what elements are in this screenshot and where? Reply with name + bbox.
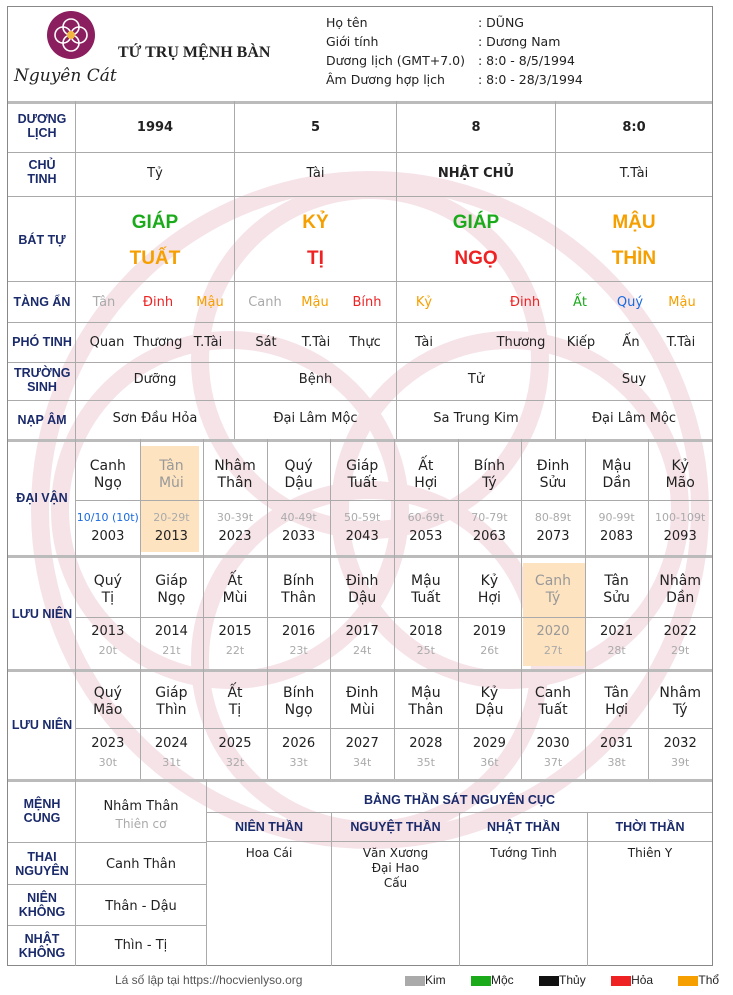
luu-nien-year: 2016 xyxy=(282,624,316,639)
luu-nien-can: Đinh xyxy=(345,573,379,589)
legend-swatch-tho xyxy=(678,976,698,986)
dai-van-chi: Sửu xyxy=(539,475,567,491)
truong-sinh-month: Bệnh xyxy=(298,372,333,387)
header-info xyxy=(326,14,706,90)
tang-an-hour-1: Ất xyxy=(573,295,587,310)
dai-van-year: 2033 xyxy=(282,529,316,544)
dai-van-can: Nhâm xyxy=(214,458,256,474)
luu-nien-year: 2030 xyxy=(536,736,570,751)
label-menh-cung: MỆNH CUNG xyxy=(23,797,61,825)
truong-sinh-hour: Suy xyxy=(621,372,647,387)
pho-tinh-hour-2: Ấn xyxy=(622,335,640,350)
dai-van-year: 2053 xyxy=(409,529,443,544)
nhat-khong-value: Thìn - Tị xyxy=(114,938,168,953)
info-value-gender: : Dương Nam xyxy=(478,34,561,49)
luu-nien-year: 2020 xyxy=(536,624,570,639)
dai-van-age: 30-39t xyxy=(216,511,254,524)
dai-van-year: 2023 xyxy=(218,529,252,544)
bat-tu-hour-can: MẬU xyxy=(612,212,656,233)
luu-nien-age: 38t xyxy=(607,756,626,769)
pho-tinh-year-3: T.Tài xyxy=(193,335,223,350)
label-nhat-khong: NHẬT KHÔNG xyxy=(18,932,66,960)
month-pillar-month: 5 xyxy=(310,120,321,135)
info-value-solar: : 8:0 - 8/5/1994 xyxy=(478,53,575,68)
than-sat-header-nguyet: NGUYỆT THẦN xyxy=(350,820,441,834)
luu-nien-chi: Tuất xyxy=(411,590,441,606)
legend-tho: Thổ xyxy=(698,973,720,987)
than-sat-header-thoi: THỜI THẦN xyxy=(615,820,685,834)
bat-tu-month-chi: TỊ xyxy=(307,248,324,269)
dai-van-year: 2043 xyxy=(345,529,379,544)
luu-nien-chi: Ngọ xyxy=(157,590,186,606)
luu-nien-age: 37t xyxy=(543,756,563,769)
label-luu-nien-1: LƯU NIÊN xyxy=(11,607,73,621)
luu-nien-chi: Tý xyxy=(545,590,561,606)
pho-tinh-year-2: Thương xyxy=(133,335,183,350)
than-sat-nguyet-value-2: Đại Hao xyxy=(371,861,420,875)
luu-nien-year: 2015 xyxy=(218,624,252,639)
info-value-lunar: : 8:0 - 28/3/1994 xyxy=(478,72,583,87)
luu-nien-can: Bính xyxy=(282,573,315,589)
dai-van-age: 50-59t xyxy=(344,511,381,524)
chu-tinh-day: NHẬT CHỦ xyxy=(437,166,515,181)
luu-nien-chi: Dậu xyxy=(475,702,504,718)
luu-nien-year: 2025 xyxy=(218,736,252,751)
nap-am-month: Đại Lâm Mộc xyxy=(273,411,358,426)
luu-nien-chi: Mùi xyxy=(222,590,248,606)
luu-nien-can: Ất xyxy=(227,573,243,589)
dai-van-year: 2013 xyxy=(154,529,188,544)
luu-nien-chi: Thân xyxy=(408,702,444,718)
dai-van-year: 2063 xyxy=(472,529,506,544)
luu-nien-year: 2021 xyxy=(600,624,634,639)
luu-nien-year: 2014 xyxy=(154,624,188,639)
dai-van-can: Kỷ xyxy=(671,458,689,474)
luu-nien-age: 27t xyxy=(543,644,563,657)
label-thai-nguyen: THAI NGUYÊN xyxy=(15,850,69,878)
label-dai-van: ĐẠI VẬN xyxy=(16,491,68,505)
legend-moc: Mộc xyxy=(491,973,514,987)
luu-nien-can: Kỷ xyxy=(480,685,499,701)
luu-nien-chi: Tuất xyxy=(538,702,568,718)
dai-van-chi: Dần xyxy=(602,475,631,491)
luu-nien-can: Canh xyxy=(534,573,572,589)
nap-am-day: Sa Trung Kim xyxy=(433,411,519,426)
luu-nien-age: 21t xyxy=(162,644,181,657)
legend-swatch-hoa xyxy=(611,976,631,986)
legend-swatch-thuy xyxy=(539,976,559,986)
dai-van-year: 2083 xyxy=(600,529,634,544)
hour-pillar-hour: 8:0 xyxy=(622,120,646,135)
dai-van-chi: Ngọ xyxy=(93,475,122,491)
luu-nien-age: 24t xyxy=(353,644,372,657)
menh-cung-value: Nhâm Thân xyxy=(103,799,179,814)
tang-an-day-2: Đinh xyxy=(509,295,541,310)
luu-nien-year: 2026 xyxy=(282,736,316,751)
logo xyxy=(12,10,122,90)
luu-nien-age: 25t xyxy=(416,644,435,657)
year-pillar-year: 1994 xyxy=(136,120,174,135)
nap-am-year: Sơn Đầu Hỏa xyxy=(112,411,198,426)
dai-van-age: 60-69t xyxy=(407,511,444,524)
dai-van-can: Ất xyxy=(418,458,434,474)
info-label-lunar: Âm Dương hợp lịch xyxy=(326,72,445,87)
dai-van-age: 40-49t xyxy=(280,511,317,524)
luu-nien-chi: Ngọ xyxy=(284,702,313,718)
label-pho-tinh: PHÓ TINH xyxy=(12,335,72,349)
truong-sinh-day: Tử xyxy=(467,372,485,387)
luu-nien-chi: Mão xyxy=(93,702,123,718)
legend-kim: Kim xyxy=(425,973,446,987)
than-sat-nhat-value: Tướng Tinh xyxy=(490,846,557,860)
pho-tinh-month-3: Thực xyxy=(349,335,381,350)
dai-van-age: 90-99t xyxy=(598,511,635,524)
pho-tinh-day-2: Thương xyxy=(496,335,546,350)
luu-nien-year: 2019 xyxy=(472,624,506,639)
luu-nien-age: 36t xyxy=(480,756,499,769)
than-sat-title: BẢNG THẦN SÁT NGUYÊN CỤC xyxy=(364,793,555,807)
tang-an-hour-2: Quý xyxy=(616,295,644,310)
luu-nien-chi: Tý xyxy=(672,702,688,718)
legend-swatch-moc xyxy=(471,976,491,986)
menh-cung-sub: Thiên cơ xyxy=(115,817,167,831)
dai-van-year: 2093 xyxy=(663,529,697,544)
luu-nien-can: Quý xyxy=(93,573,122,589)
luu-nien-year: 2022 xyxy=(663,624,697,639)
tang-an-month-1: Canh xyxy=(248,295,282,310)
luu-nien-year: 2028 xyxy=(409,736,443,751)
dai-van-chi: Tuất xyxy=(347,475,377,491)
dai-van-chi: Tý xyxy=(482,475,497,491)
luu-nien-age: 32t xyxy=(225,756,245,769)
dai-van-can: Canh xyxy=(89,458,126,474)
bat-tu-year-chi: TUẤT xyxy=(129,248,181,269)
tang-an-month-3: Bính xyxy=(352,295,382,310)
dai-van-can: Đinh xyxy=(536,458,570,474)
luu-nien-age: 28t xyxy=(607,644,626,657)
luu-nien-year: 2029 xyxy=(472,736,506,751)
dai-van-can: Quý xyxy=(284,458,313,474)
luu-nien-year: 2032 xyxy=(663,736,697,751)
dai-van-age: 70-79t xyxy=(471,511,508,524)
luu-nien-year: 2017 xyxy=(345,624,379,639)
nap-am-hour: Đại Lâm Mộc xyxy=(591,411,677,426)
luu-nien-can: Giáp xyxy=(155,573,188,589)
luu-nien-year: 2031 xyxy=(600,736,634,751)
day-pillar-day: 8 xyxy=(471,120,481,135)
luu-nien-chi: Hợi xyxy=(605,702,629,718)
element-legend xyxy=(405,973,719,987)
luu-nien-age: 30t xyxy=(98,756,117,769)
info-value-name: : DŨNG xyxy=(478,15,524,30)
dai-van-age: 10/10 (10t) xyxy=(76,511,139,524)
tang-an-year-1: Tân xyxy=(92,295,116,310)
dai-van-chi: Hợi xyxy=(414,475,438,491)
luu-nien-year: 2013 xyxy=(91,624,125,639)
dai-van-year: 2003 xyxy=(91,529,125,544)
luu-nien-can: Ất xyxy=(227,685,243,701)
luu-nien-age: 26t xyxy=(480,644,499,657)
label-duong-lich: DƯƠNG LỊCH xyxy=(17,112,67,140)
than-sat-nguyet-value-3: Cấu xyxy=(383,876,408,890)
luu-nien-chi: Mùi xyxy=(349,702,375,718)
label-nap-am: NẠP ÂM xyxy=(17,413,67,427)
luu-nien-age: 39t xyxy=(671,756,690,769)
luu-nien-age: 29t xyxy=(671,644,690,657)
luu-nien-chi: Thân xyxy=(281,590,317,606)
pho-tinh-hour-1: Kiếp xyxy=(566,335,596,350)
page-title: TỨ TRỤ MỆNH BÀN xyxy=(118,44,271,61)
dai-van-chi: Dậu xyxy=(284,475,313,491)
pho-tinh-month-2: T.Tài xyxy=(301,335,331,350)
pho-tinh-month-1: Sát xyxy=(255,335,277,350)
luu-nien-can: Đinh xyxy=(345,685,379,701)
luu-nien-year: 2023 xyxy=(91,736,125,751)
dai-van-can: Mậu xyxy=(601,458,632,474)
bat-tu-day-can: GIÁP xyxy=(452,212,500,233)
luu-nien-can: Kỷ xyxy=(480,573,499,589)
legend-swatch-kim xyxy=(405,976,425,986)
legend-hoa: Hỏa xyxy=(631,973,654,987)
than-sat-thoi-value: Thiên Y xyxy=(627,846,673,860)
luu-nien-chi: Tị xyxy=(228,702,242,718)
luu-nien-age: 22t xyxy=(225,644,245,657)
luu-nien-can: Nhâm xyxy=(659,573,701,589)
than-sat-header-nien: NIÊN THẦN xyxy=(234,820,304,834)
thai-nguyen-value: Canh Thân xyxy=(105,857,177,872)
logo-text: Nguyên Cát xyxy=(14,66,117,86)
bat-tu-hour-chi: THÌN xyxy=(611,248,657,269)
info-label-name: Họ tên xyxy=(326,15,368,30)
luu-nien-chi: Dậu xyxy=(348,590,377,606)
luu-nien-can: Mậu xyxy=(411,573,441,589)
bat-tu-month-can: KỶ xyxy=(302,212,329,233)
luu-nien-can: Bính xyxy=(282,685,315,701)
tang-an-month-2: Mậu xyxy=(301,295,329,310)
luu-nien-can: Nhâm xyxy=(659,685,701,701)
than-sat-header-nhat: NHẬT THẦN xyxy=(487,820,560,834)
pho-tinh-year-1: Quan xyxy=(89,335,125,350)
dai-van-age: 100-109t xyxy=(655,511,706,524)
luu-nien-age: 35t xyxy=(416,756,435,769)
dai-van-age: 80-89t xyxy=(534,511,572,524)
label-nien-khong: NIÊN KHÔNG xyxy=(18,891,66,919)
pho-tinh-hour-3: T.Tài xyxy=(666,335,696,350)
luu-nien-age: 31t xyxy=(162,756,181,769)
dai-van-can: Giáp xyxy=(346,458,379,474)
than-sat-nguyet-value-1: Văn Xương xyxy=(362,846,429,860)
dai-van-can: Bính xyxy=(473,458,506,474)
dai-van-chi: Mão xyxy=(665,475,695,491)
tang-an-day-1: Kỷ xyxy=(415,295,433,310)
luu-nien-year: 2024 xyxy=(154,736,188,751)
bat-tu-year-can: GIÁP xyxy=(131,212,179,233)
info-label-solar: Dương lịch (GMT+7.0) xyxy=(326,53,465,68)
label-tang-an: TÀNG ẨN xyxy=(13,295,71,309)
chu-tinh-hour: T.Tài xyxy=(619,166,649,181)
dai-van-can: Tân xyxy=(159,458,184,474)
luu-nien-can: Quý xyxy=(93,685,122,701)
dai-van-year: 2073 xyxy=(536,529,570,544)
luu-nien-chi: Thìn xyxy=(156,702,187,718)
footer-source: Lá số lập tại https://hocvienlyso.org xyxy=(115,973,303,987)
pho-tinh-day-1: Tài xyxy=(414,335,433,350)
info-label-gender: Giới tính xyxy=(326,34,379,49)
chu-tinh-month: Tài xyxy=(306,166,325,181)
luu-nien-age: 33t xyxy=(289,756,308,769)
dai-van-chi: Mùi xyxy=(158,475,184,491)
than-sat-nien-value: Hoa Cái xyxy=(245,846,293,860)
luu-nien-can: Canh xyxy=(534,685,572,701)
luu-nien-can: Mậu xyxy=(411,685,441,701)
logo-flower-icon xyxy=(46,10,96,60)
luu-nien-age: 34t xyxy=(353,756,372,769)
dai-van-age: 20-29t xyxy=(153,511,190,524)
chu-tinh-year: Tỷ xyxy=(147,166,163,181)
legend-thuy: Thủy xyxy=(559,973,586,987)
luu-nien-chi: Tị xyxy=(101,590,115,606)
luu-nien-chi: Hợi xyxy=(477,590,501,606)
tang-an-year-3: Mậu xyxy=(196,295,224,310)
label-truong-sinh: TRƯỜNG SINH xyxy=(14,366,71,394)
luu-nien-can: Tân xyxy=(604,685,629,701)
luu-nien-year: 2018 xyxy=(409,624,443,639)
luu-nien-chi: Dần xyxy=(666,590,695,606)
nien-khong-value: Thân - Dậu xyxy=(105,899,177,914)
luu-nien-age: 20t xyxy=(98,644,117,657)
luu-nien-age: 23t xyxy=(289,644,308,657)
dai-van-chi: Thân xyxy=(217,475,253,491)
label-bat-tu: BÁT TỰ xyxy=(18,233,66,247)
bat-tu-day-chi: NGỌ xyxy=(454,248,498,269)
label-chu-tinh: CHỦ TINH xyxy=(27,158,57,186)
label-luu-nien-2: LƯU NIÊN xyxy=(11,718,73,732)
truong-sinh-year: Dưỡng xyxy=(133,372,177,387)
luu-nien-year: 2027 xyxy=(345,736,379,751)
luu-nien-can: Tân xyxy=(604,573,629,589)
tang-an-year-2: Đinh xyxy=(142,295,174,310)
tang-an-hour-3: Mậu xyxy=(668,295,696,310)
luu-nien-chi: Sửu xyxy=(603,590,630,606)
luu-nien-can: Giáp xyxy=(155,685,188,701)
